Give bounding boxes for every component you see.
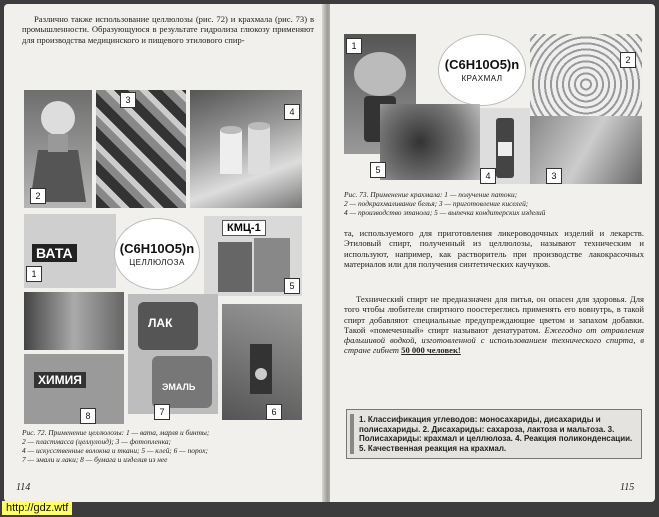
right-page bbox=[330, 4, 655, 502]
figure-badge: 4 bbox=[284, 104, 300, 120]
denatured-alcohol-paragraph: Технический спирт не предназначен для питья, он опасен для здоровья. Для того чтобы любители спиртного поостереглись применять его вовнутрь, в такой спирт добавляют специальные предупреждающие цветом и запахом добавки. Такой «помеченный» спирт называют денатуратом. Ежегодно от отравления фальшивой водкой, изготовленной с использованием технического спирта, в стране гибнет 50 000 человек! bbox=[344, 294, 644, 356]
starch-name: КРАХМАЛ bbox=[461, 74, 503, 83]
photo-paper-books bbox=[24, 354, 124, 424]
photo-film-rolls bbox=[96, 90, 186, 208]
lak-label: ЛАК bbox=[148, 316, 173, 330]
kmc-label: КМЦ-1 bbox=[222, 220, 266, 236]
intro-paragraph: Различно также использование целлюлозы (рис. 72) и крахмала (рис. 73) в промышленности. Образующуюся в результате гидролиза глюкозу применяют для производства медицинского и пищевого этилового спир- bbox=[22, 14, 314, 45]
continuation-paragraph: та, используемого для приготовления ликероводочных изделий и лекарств. Этиловый спирт, полученный из целлюлозы, называют техническим и используют, например, как растворитель при производстве лакокрасочных материалов или для получения синтетических каучуков. bbox=[344, 228, 644, 269]
page-number-right: 115 bbox=[620, 482, 635, 493]
figure-badge: 1 bbox=[346, 38, 362, 54]
figure-badge: 5 bbox=[370, 162, 386, 178]
cellulose-formula-circle bbox=[114, 218, 200, 290]
page-number-left: 114 bbox=[16, 482, 31, 493]
figure-badge: 2 bbox=[30, 188, 46, 204]
death-count: 50 000 человек! bbox=[401, 345, 461, 356]
himiya-label: ХИМИЯ bbox=[34, 372, 86, 388]
cellulose-name: ЦЕЛЛЮЛОЗА bbox=[129, 258, 185, 267]
starch-formula: (C6H10O5)n bbox=[444, 57, 520, 72]
figure-badge: 6 bbox=[266, 404, 282, 420]
figure-badge: 3 bbox=[546, 168, 562, 184]
chapter-summary-box: 1. Классификация углеводов: моносахариды, дисахариды и полисахариды. 2. Дисахариды: сахароза, лактоза и мальтоза. 3. Полисахариды: крахмал и целлюлоза. 4. Реакция поликонденсации. 5. Качественная реакция на крахмал. bbox=[346, 409, 642, 459]
figure-badge: 5 bbox=[284, 278, 300, 294]
photo-pastries bbox=[380, 104, 480, 180]
warning-italic: Ежегодно от отравления фальшивой водкой, изготовленной с использованием технического спирта, в стране гибнет bbox=[344, 324, 644, 356]
photo-lacquer-cans bbox=[128, 294, 218, 414]
photo-starched-linen bbox=[530, 34, 642, 118]
photo-gunpowder bbox=[222, 304, 302, 420]
vata-label: ВАТА bbox=[32, 244, 77, 262]
figure-badge: 7 bbox=[154, 404, 170, 420]
left-page bbox=[4, 4, 326, 502]
figure-badge: 4 bbox=[480, 168, 496, 184]
figure-badge: 8 bbox=[80, 408, 96, 424]
watermark-link[interactable]: http://gdz.wtf bbox=[2, 501, 72, 515]
figure-badge: 3 bbox=[120, 92, 136, 108]
figure-badge: 1 bbox=[26, 266, 42, 282]
figure-73-caption: Рис. 73. Применение крахмала: 1 — получение патоки; 2 — подкрахмаливание белья; 3 — приготовление киселей; 4 — производство этанола; 5 — выпечка кондитерских изделий bbox=[344, 190, 546, 217]
figure-badge: 2 bbox=[620, 52, 636, 68]
starch-formula-circle bbox=[438, 34, 526, 106]
figure-72-caption: Рис. 72. Применение целлюлозы: 1 — вата, марля и бинты; 2 — пластмасса (целлулоид); 3 — фотопленка; 4 — искусственные волокна и ткани; 5 — клей; 6 — порох; 7 — эмали и лаки; 8 — бумага и изделия из нее bbox=[22, 428, 210, 464]
photo-paper-factory bbox=[24, 292, 124, 350]
emal-label: ЭМАЛЬ bbox=[162, 382, 196, 392]
cellulose-formula: (C6H10O5)n bbox=[119, 241, 195, 256]
